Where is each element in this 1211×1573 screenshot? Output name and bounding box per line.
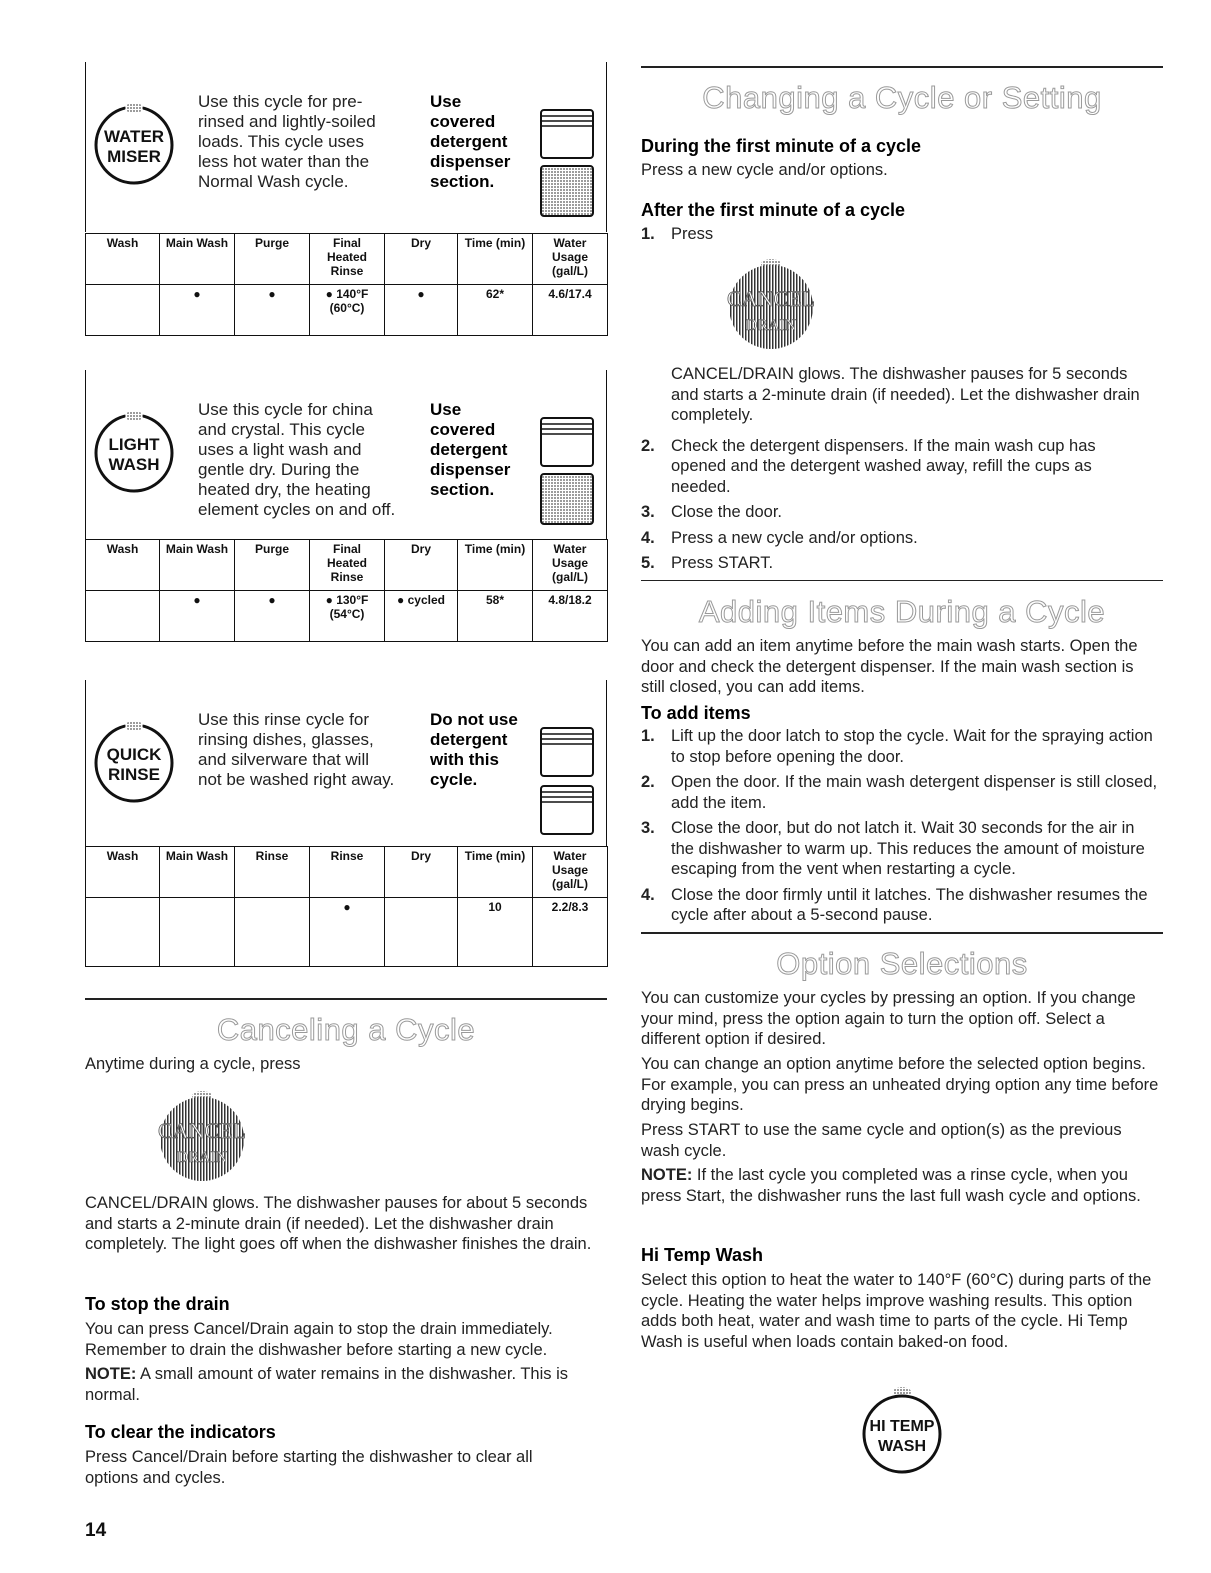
cycle-table — [85, 233, 608, 336]
quick-rinse-button-icon — [88, 713, 180, 805]
table-cell: ● cycled — [385, 591, 458, 642]
table-header: Wash — [86, 540, 160, 591]
hi-temp-heading: Hi Temp Wash — [641, 1245, 764, 1265]
table-header: Main Wash — [160, 540, 235, 591]
badge-line1: LIGHT — [108, 435, 160, 454]
after-first-minute-heading: After the first minute of a cycle — [641, 200, 906, 220]
change-step-1: 1. Press — [641, 225, 714, 243]
table-cell: ● — [385, 285, 458, 336]
table-cell — [86, 898, 160, 967]
add-step: 3. Close the door, but do not latch it. Wait 30 seconds for the air in the dishwasher to warm up. This reduces the amount of moisture escaping from the vent when restarting a cycle. — [641, 819, 1145, 878]
badge-line2: MISER — [107, 147, 161, 166]
table-cell — [86, 285, 160, 336]
table-header: Water Usage (gal/L) — [533, 847, 608, 898]
cancel-drain-button-icon — [146, 1084, 258, 1184]
cycle-table — [85, 846, 608, 967]
first-minute-text: Press a new cycle and/or options. — [641, 161, 888, 179]
table-header: Dry — [385, 234, 458, 285]
add-items-heading: To add items — [641, 703, 751, 723]
change-step: 2. Check the detergent dispensers. If the main wash cup has opened and the detergent washed away, refill the cups as needed. — [641, 436, 1096, 496]
section-rule — [641, 580, 1163, 581]
cycle-water-miser — [85, 62, 607, 342]
badge-line2: WASH — [878, 1438, 926, 1455]
table-header: Final Heated Rinse — [310, 234, 385, 285]
table-cell — [385, 898, 458, 967]
change-steps — [641, 364, 1141, 574]
table-header: Main Wash — [160, 234, 235, 285]
table-cell: 62* — [458, 285, 533, 336]
table-cell: 58* — [458, 591, 533, 642]
dispenser-icon — [539, 410, 595, 530]
canceling-note: NOTE: A small amount of water remains in the dishwasher. This is normal. — [85, 1365, 568, 1404]
cycle-light-wash — [85, 370, 607, 650]
change-step: 5. Press START. — [641, 554, 774, 572]
stop-drain-heading: To stop the drain — [85, 1294, 230, 1314]
drain-label: DRAIN — [745, 317, 797, 334]
cancel-label: CANCEL — [727, 286, 815, 311]
table-header: Water Usage (gal/L) — [533, 234, 608, 285]
cycle-table — [85, 539, 608, 642]
detergent-instruction: Use covered detergent dispenser section. — [430, 92, 511, 191]
change-step: 4. Press a new cycle and/or options. — [641, 528, 918, 547]
add-step: 1. Lift up the door latch to stop the cycle. Wait for the spraying action to stop before opening the door. — [641, 727, 1153, 766]
hi-temp-wash-button-icon — [852, 1380, 952, 1480]
cycle-description: Use this cycle for pre- rinsed and lightly-soiled loads. This cycle uses less hot water than the Normal Wash cycle. — [198, 92, 376, 191]
table-cell: 2.2/8.3 — [533, 898, 608, 967]
add-step: 2. Open the door. If the main wash detergent dispenser is still closed, add the item. — [641, 773, 1158, 812]
cancel-drain-button-icon — [715, 252, 827, 352]
hi-temp-text: Select this option to heat the water to 140°F (60°C) during parts of the cycle. Heating the water helps improve washing results. This option adds both heat, water and wash time to parts of the cycle. Hi Temp Wash is useful when loads contain baked-on food. — [641, 1271, 1152, 1351]
stop-drain-text: You can press Cancel/Drain again to stop the drain immediately. Remember to drain the dishwasher before starting a new cycle. — [85, 1320, 553, 1359]
cancel-label: CANCEL — [158, 1118, 246, 1143]
table-header: Water Usage (gal/L) — [533, 540, 608, 591]
badge-line1: HI TEMP — [869, 1418, 935, 1435]
table-cell: ● 130°F (54°C) — [310, 591, 385, 642]
table-cell — [235, 898, 310, 967]
add-step: 4. Close the door firmly until it latches. The dishwasher resumes the cycle after about a 5-second pause. — [641, 885, 1148, 924]
badge-line2: WASH — [108, 455, 160, 474]
options-p1: You can customize your cycles by pressing an option. If you change your mind, press the option again to turn the option off. Select a different option if desired. — [641, 989, 1136, 1048]
light-wash-button-icon — [88, 403, 180, 495]
page-number: 14 — [85, 1520, 107, 1541]
table-cell — [160, 898, 235, 967]
table-cell: ● — [310, 898, 385, 967]
table-header: Wash — [86, 847, 160, 898]
table-header: Time (min) — [458, 234, 533, 285]
clear-indicators-heading: To clear the indicators — [85, 1422, 276, 1442]
options-title: Option Selections — [776, 946, 1028, 981]
change-step: CANCEL/DRAIN glows. The dishwasher pauses for 5 seconds and starts a 2-minute drain (if needed). Let the dishwasher drain completely. — [671, 365, 1140, 424]
table-cell: ● — [235, 591, 310, 642]
table-cell: 10 — [458, 898, 533, 967]
cycle-quick-rinse — [85, 680, 607, 960]
table-header: Purge — [235, 540, 310, 591]
table-header: Final Heated Rinse — [310, 540, 385, 591]
table-cell — [86, 591, 160, 642]
table-cell: 4.6/17.4 — [533, 285, 608, 336]
table-header: Dry — [385, 847, 458, 898]
badge-line1: WATER — [103, 127, 165, 146]
section-rule — [641, 66, 1163, 68]
cycle-description: Use this rinse cycle for rinsing dishes, glasses, and silverware that will not be washed right away. — [198, 710, 395, 789]
options-note: NOTE: If the last cycle you completed was a rinse cycle, when you press Start, the dishwasher runs the last full wash cycle and options. — [641, 1166, 1141, 1205]
table-header: Rinse — [235, 847, 310, 898]
detergent-instruction: Do not use detergent with this cycle. — [430, 710, 518, 789]
canceling-intro: Anytime during a cycle, press — [85, 1055, 301, 1073]
table-header: Purge — [235, 234, 310, 285]
adding-title: Adding Items During a Cycle — [698, 594, 1106, 629]
table-header: Main Wash — [160, 847, 235, 898]
table-cell: ● — [235, 285, 310, 336]
table-cell: ● 140°F (60°C) — [310, 285, 385, 336]
table-header: Time (min) — [458, 540, 533, 591]
table-cell: ● — [160, 285, 235, 336]
badge-line1: QUICK — [106, 745, 162, 764]
section-rule — [641, 932, 1163, 934]
badge-line2: RINSE — [108, 765, 160, 784]
options-p3: Press START to use the same cycle and option(s) as the previous wash cycle. — [641, 1121, 1122, 1160]
first-minute-heading: During the first minute of a cycle — [641, 136, 922, 156]
change-step: 3. Close the door. — [641, 503, 782, 521]
adding-intro: You can add an item anytime before the main wash starts. Open the door and check the detergent dispenser. If the main wash section is still closed, you can add items. — [641, 637, 1138, 696]
options-p2: You can change an option anytime before the selected option begins. For example, you can press an unheated drying option any time before drying begins. — [641, 1055, 1159, 1114]
table-header: Wash — [86, 234, 160, 285]
changing-title: Changing a Cycle or Setting — [702, 80, 1102, 115]
canceling-paragraph: CANCEL/DRAIN glows. The dishwasher pauses for about 5 seconds and starts a 2-minute drain (if needed). Let the dishwasher drain completely. The light goes off when the dishwasher finishes the drain. — [85, 1194, 592, 1253]
canceling-title: Canceling a Cycle — [216, 1012, 476, 1047]
detergent-instruction: Use covered detergent dispenser section. — [430, 400, 511, 499]
add-steps — [641, 726, 1161, 926]
cycle-description: Use this cycle for china and crystal. This cycle uses a light wash and gentle dry. During the heated dry, the heating element cycles on and off. — [198, 400, 396, 519]
clear-indicators-text: Press Cancel/Drain before starting the dishwasher to clear all options and cycles. — [85, 1448, 533, 1487]
table-header: Dry — [385, 540, 458, 591]
water-miser-button-icon — [88, 95, 180, 187]
drain-label: DRAIN — [176, 1149, 228, 1166]
section-rule — [85, 998, 607, 1000]
dispenser-icon — [539, 102, 595, 222]
table-cell: ● — [160, 591, 235, 642]
table-header: Time (min) — [458, 847, 533, 898]
table-cell: 4.8/18.2 — [533, 591, 608, 642]
table-header: Rinse — [310, 847, 385, 898]
dispenser-icon — [539, 720, 595, 840]
